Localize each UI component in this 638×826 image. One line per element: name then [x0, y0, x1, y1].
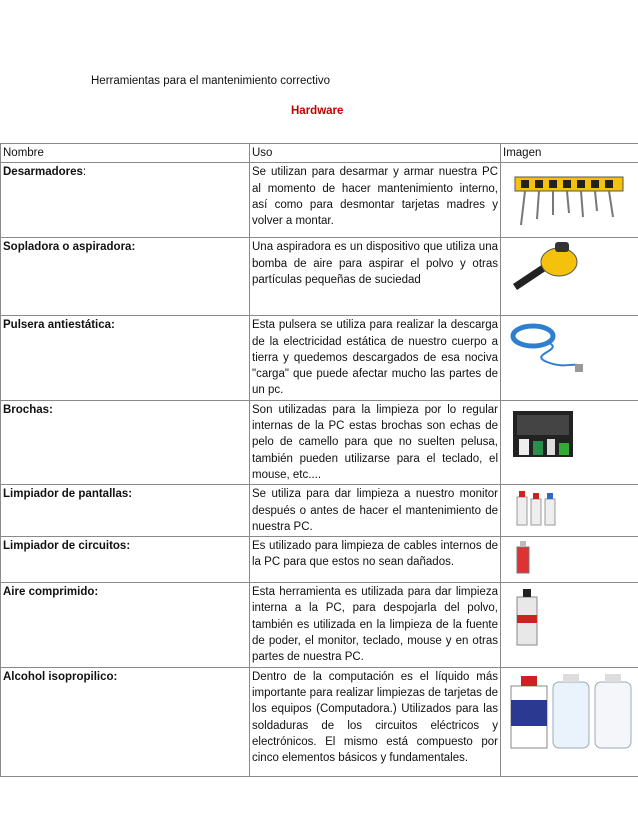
row-uso: Esta herramienta es utilizada para dar limpieza interna a la PC, para despojarla del polvo, también es utilizada en la limpieza de la fuente de poder, el monitor, teclado, mouse y en otras partes de nuestra PC.: [250, 583, 501, 667]
compressed-air-can-icon: [515, 587, 539, 647]
row-name: Aire comprimido:: [1, 583, 250, 667]
table-row: [1, 485, 638, 537]
row-uso: Una aspiradora es un dispositivo que utiliza una bomba de aire para aspirar el polvo y otras partículas pequeñas de suciedad: [250, 238, 501, 316]
table-row: [1, 400, 638, 484]
row-name: Limpiador de circuitos:: [1, 537, 250, 583]
row-image: [501, 163, 638, 238]
row-image: [501, 316, 638, 400]
table-header-row: [1, 144, 638, 163]
row-name: Sopladora o aspiradora:: [1, 238, 250, 316]
table-row: [1, 238, 638, 316]
row-name: [1, 163, 250, 238]
row-uso: Esta pulsera se utiliza para realizar la descarga de la electricidad estática de nuestro cuerpo a tierra y quedemos descargados de esa nociva "carga" que puede afectar mucho las partes de un pc.: [250, 316, 501, 400]
header-nombre: Nombre: [1, 144, 250, 163]
row-name: Brochas:: [1, 400, 250, 484]
spray-can-icon: [515, 539, 531, 575]
row-name-suffix: :: [82, 166, 87, 179]
row-uso: Dentro de la computación es el líquido más importante para realizar limpiezas de tarjetas de los equipos (Computadora.) Utilizados para las soldaduras de los circuitos eléctricos y electrónicos. El mismo está compuesto por cinco elementos básicos y fundamentales.: [250, 667, 501, 776]
row-name: Alcohol isopropilico:: [1, 667, 250, 776]
row-image: [501, 667, 638, 776]
document-title: Herramientas para el mantenimiento correctivo: [91, 75, 331, 87]
cleaning-kit-icon: [509, 403, 579, 473]
row-image: [501, 583, 638, 667]
document-subtitle: Hardware: [291, 105, 344, 117]
table-row: [1, 316, 638, 400]
table-row: [1, 537, 638, 583]
header-uso: Uso: [250, 144, 501, 163]
row-image: [501, 238, 638, 316]
table-row: [1, 667, 638, 776]
row-uso: Son utilizadas para la limpieza por lo regular internas de la PC estas brochas son echas de pelo de camello para que no suelten pelusa, también pueden utilizarse para el teclado, el mouse, etc....: [250, 400, 501, 484]
row-uso: Se utiliza para dar limpieza a nuestro monitor después o antes de hacer el mantenimiento de nuestra PC.: [250, 485, 501, 537]
antistatic-wrist-strap-icon: [507, 320, 587, 376]
table-row: [1, 583, 638, 667]
row-image: [501, 537, 638, 583]
row-name: Limpiador de pantallas:: [1, 485, 250, 537]
header-imagen: Imagen: [501, 144, 638, 163]
row-uso: Es utilizado para limpieza de cables internos de la PC para que estos no sean dañados.: [250, 537, 501, 583]
alcohol-bottles-icon: [507, 672, 635, 752]
table-row: [1, 163, 638, 238]
screwdriver-set-icon: [509, 171, 629, 231]
spray-bottles-icon: [513, 487, 559, 529]
row-name-text: Desarmadores: [3, 166, 83, 179]
row-uso: Se utilizan para desarmar y armar nuestra PC al momento de hacer mantenimiento interno, así como para desmontar tarjetas madres y volver a montar.: [250, 163, 501, 238]
row-name: Pulsera antiestática:: [1, 316, 250, 400]
tools-table: [0, 143, 638, 777]
blower-icon: [509, 240, 589, 292]
row-image: [501, 485, 638, 537]
row-image: [501, 400, 638, 484]
